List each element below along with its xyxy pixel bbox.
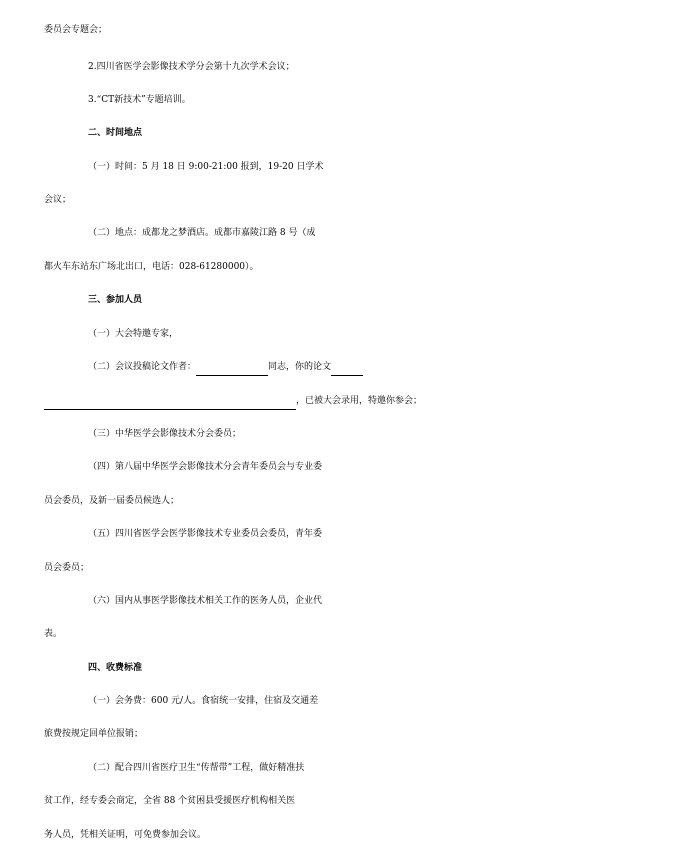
location-line-2: 都火车东站东广场北出口，电话：028-61280000）。 [44,262,259,272]
participant-item-2-line-1 [0,351,679,384]
participant-item-2-suffix: ，已被大会录用，特邀你参会； [296,396,423,406]
fee-item-2-line-3: 务人员，凭相关证明，可免费参加会议。 [44,830,207,840]
participant-item-5-line-1: （五）四川省医学会医学影像技术专业委员会委员，青年委 [88,529,323,539]
time-line-1: （一）时间：5 月 18 日 9:00-21:00 报到，19-20 日学术 [88,162,324,172]
participant-item-4-line-1: （四）第八届中华医学会影像技术分会青年委员会与专业委 [88,462,323,472]
fee-item-2-line-2: 贫工作，经专委会商定，全省 88 个贫困县受援医疗机构相关医 [44,796,296,806]
participant-item-2-prefix: （二）会议投稿论文作者： [88,362,197,372]
participant-item-3: （三）中华医学会影像技术分会委员； [88,429,242,439]
list-item-3: 3.“CT新技术”专题培训。 [88,95,191,105]
paper-title-blank-1 [331,353,363,376]
location-line-1: （二）地点：成都龙之梦酒店。成都市嘉陵江路 8 号（成 [88,228,316,238]
participant-item-6-line-1: （六）国内从事医学影像技术相关工作的医务人员，企业代 [88,596,323,606]
participant-item-2-line-2 [0,385,679,418]
section-heading-fees: 四、收费标准 [88,663,143,673]
participant-item-2-middle: 同志，你的论文 [268,362,332,372]
fee-item-1-line-2: 旅费按规定回单位报销； [44,729,144,739]
list-item-2: 2.四川省医学会影像技术学分会第十九次学术会议； [88,62,295,72]
section-heading-time-location: 二、时间地点 [88,128,143,138]
time-line-2: 会议； [44,195,72,205]
participant-item-5-line-2: 员会委员； [44,563,90,573]
fee-item-1-line-1: （一）会务费：600 元/人。食宿统一安排，住宿及交通差 [88,696,319,706]
participant-item-6-line-2: 表。 [44,629,63,639]
section-heading-participants: 三、参加人员 [88,295,143,305]
participant-item-4-line-2: 员会委员，及新一届委员候选人； [44,496,180,506]
name-blank [196,353,268,376]
participant-item-1: （一）大会特邀专家， [88,329,179,339]
text-line-committee-meeting: 委员会专题会； [44,25,108,35]
fee-item-2-line-1: （二）配合四川省医疗卫生“传帮带”工程，做好精准扶 [88,763,305,773]
paper-title-blank-2 [44,387,296,410]
